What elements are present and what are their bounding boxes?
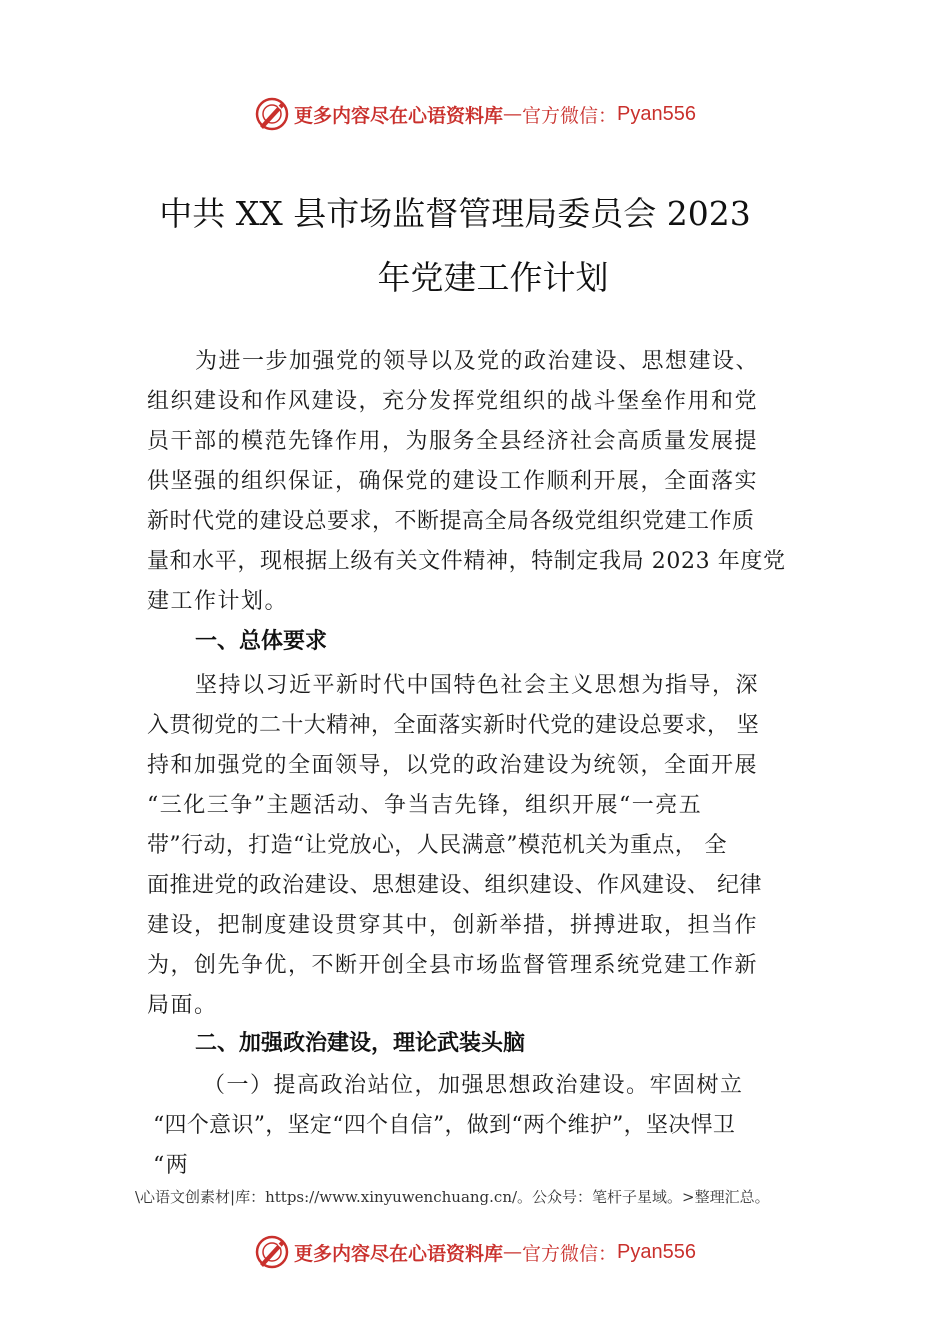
- para3-line: “四个意识”，坚定“四个自信”，做到“两个维护”，坚决悍卫: [153, 1113, 736, 1138]
- banner-separator: —: [503, 103, 523, 125]
- para1-line: 员干部的模范先锋作用，为服务全县经济社会高质量发展提: [147, 429, 759, 454]
- banner-text: 更多内容尽在心语资料库: [294, 104, 504, 127]
- banner-wechat-label: 官方微信：: [522, 1242, 618, 1265]
- para1-line: 新时代党的建设总要求，不断提高全局各级党组织党建工作质: [147, 509, 755, 534]
- banner-wechat-label: 官方微信：: [522, 104, 618, 127]
- para3-line: “两: [153, 1153, 190, 1178]
- para2-line: 持和加强党的全面领导，以党的政治建设为统领，全面开展: [147, 753, 759, 778]
- para1-line: 量和水平，现根据上级有关文件精神，特制定我局 2023 年度党: [147, 549, 786, 574]
- para1-line: 为进一步加强党的领导以及党的政治建设、思想建设、: [195, 349, 760, 374]
- para2-line: 建设，把制度建设贯穿其中，创新举措，拼搏进取，担当作: [147, 913, 759, 938]
- para2-line: 为，创先争优，不断开创全县市场监督管理系统党建工作新: [147, 953, 759, 978]
- section-heading-1: 一、总体要求: [195, 629, 328, 654]
- banner-separator: —: [503, 1241, 523, 1263]
- banner-wechat-id: Pyan556: [617, 1240, 696, 1263]
- para1-line: 供坚强的组织保证，确保党的建设工作顺利开展，全面落实: [147, 469, 759, 494]
- pen-seal-logo-icon: [254, 96, 290, 132]
- source-footer-note: \心语文创素材|库：https://www.xinyuwenchuang.cn/。公众号：笔杆子星域。>整理汇总。: [135, 1188, 770, 1206]
- para2-line: “三化三争”主题活动、争当吉先锋，组织开展“一亮五: [147, 793, 703, 818]
- document-title-line1: 中共 XX 县市场监督管理局委员会 2023: [159, 194, 751, 233]
- para2-line: 坚持以习近平新时代中国特色社会主义思想为指导，深: [195, 673, 760, 698]
- banner-wechat-id: Pyan556: [617, 102, 696, 125]
- document-title-line2: 年党建工作计划: [377, 258, 609, 297]
- header-banner: [0, 94, 950, 134]
- footer-banner: [0, 1232, 950, 1272]
- para2-line: 带”行动，打造“让党放心，人民满意”模范机关为重点， 全: [147, 833, 727, 858]
- para1-line: 建工作计划。: [147, 589, 289, 614]
- para2-line: 局面。: [147, 993, 218, 1018]
- para1-line: 组织建设和作风建设，充分发挥党组织的战斗堡垒作用和党: [147, 389, 759, 414]
- pen-seal-logo-icon: [254, 1234, 290, 1270]
- section-heading-2: 二、加强政治建设，理论武装头脑: [195, 1031, 526, 1056]
- para2-line: 入贯彻党的二十大精神，全面落实新时代党的建设总要求， 坚: [147, 713, 760, 738]
- para3-line: （一）提高政治站位，加强思想政治建设。牢固树立: [203, 1073, 744, 1098]
- para2-line: 面推进党的政治建设、思想建设、组织建设、作风建设、 纪律: [147, 873, 762, 898]
- banner-text: 更多内容尽在心语资料库: [294, 1242, 504, 1265]
